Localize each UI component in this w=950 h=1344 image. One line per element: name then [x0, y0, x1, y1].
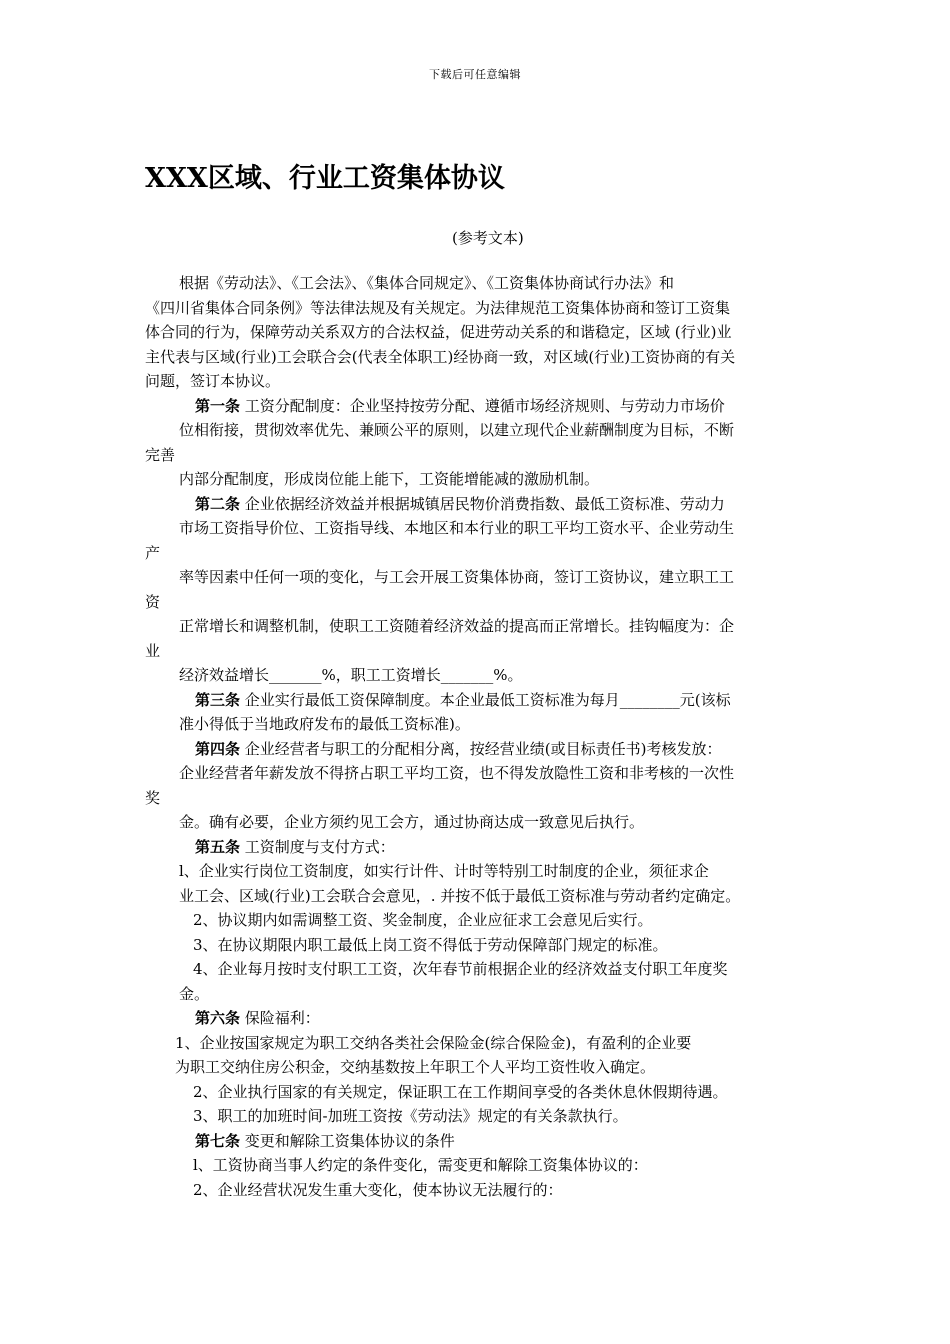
body-line: [145, 271, 810, 296]
line-text: 工资制度与支付方式：: [240, 837, 395, 856]
article-heading: 第五条: [195, 837, 241, 856]
body-line: [145, 492, 810, 517]
line-text: 为职工交纳住房公积金，交纳基数按上年职工个人平均工资性收入确定。: [175, 1058, 656, 1076]
body-line: [145, 394, 810, 419]
body-line: [145, 1031, 810, 1056]
line-text: 企业依据经济效益并根据城镇居民物价消费指数、最低工资标准、劳动力: [240, 494, 725, 513]
line-text: 企业实行最低工资保障制度。本企业最低工资标准为每月________元(该标: [240, 690, 731, 709]
body-line: [145, 565, 810, 590]
document-subtitle: (参考文本): [452, 229, 524, 247]
line-text: 3、在协议期限内职工最低上岗工资不得低于劳动保障部门规定的标准。: [193, 935, 668, 954]
line-text: 内部分配制度，形成岗位能上能下，工资能增能减的激励机制。: [179, 470, 600, 488]
body-line: [145, 1006, 810, 1031]
line-text: 完善: [145, 445, 176, 464]
line-text: 变更和解除工资集体协议的条件: [240, 1131, 455, 1150]
line-text: 问题，签订本协议。: [145, 372, 281, 390]
article-heading: 第六条: [195, 1009, 241, 1027]
line-text: 根据《劳动法》、《工会法》、《集体合同规定》、《工资集体协商试行办法》和: [179, 274, 675, 292]
line-text: 正常增长和调整机制，使职工工资随着经济效益的提高而正常增长。挂钩幅度为：企: [179, 617, 735, 635]
body-line: [145, 1129, 810, 1154]
body-line: [145, 1080, 810, 1105]
body-line: [145, 639, 810, 664]
body-line: [145, 1104, 810, 1129]
line-text: 2、企业经营状况发生重大变化，使本协议无法履行的：: [193, 1180, 563, 1199]
body-line: [145, 369, 810, 394]
line-text: 金。: [179, 984, 210, 1003]
body-line: [145, 614, 810, 639]
body-line: [145, 541, 810, 566]
body-line: [145, 835, 810, 860]
body-line: [145, 859, 810, 884]
line-text: 4、企业每月按时支付职工工资，次年春节前根据企业的经济效益支付职工年度奖: [193, 960, 728, 978]
page-header: 下载后可任意编辑: [429, 68, 521, 81]
line-text: 资: [145, 592, 161, 611]
line-text: 3、职工的加班时间-加班工资按《劳动法》规定的有关条款执行。: [193, 1107, 628, 1125]
line-text: 1、企业按国家规定为职工交纳各类社会保险金(综合保险金)，有盈利的企业要: [175, 1033, 692, 1052]
body-line: [145, 320, 810, 345]
line-text: 业: [145, 641, 161, 660]
body-line: [145, 418, 810, 443]
line-text: 准小得低于当地政府发布的最低工资标准)。: [179, 715, 470, 733]
body-line: [145, 1055, 810, 1080]
line-text: 率等因素中任何一项的变化，与工会开展工资集体协商，签订工资协议，建立职工工: [179, 568, 735, 586]
body-line: [145, 688, 810, 713]
line-text: 市场工资指导价位、工资指导线、本地区和本行业的职工平均工资水平、企业劳动生: [179, 519, 735, 537]
article-heading: 第二条: [195, 494, 241, 513]
body-line: [145, 296, 810, 321]
body-line: [145, 982, 810, 1007]
body-line: [145, 663, 810, 688]
body-line: [145, 1153, 810, 1178]
line-text: 2、企业执行国家的有关规定，保证职工在工作期间享受的各类休息休假期待遇。: [193, 1082, 728, 1101]
line-text: 位相衔接，贯彻效率优先、兼顾公平的原则，以建立现代企业薪酬制度为目标，不断: [179, 421, 735, 439]
line-text: l、企业实行岗位工资制度，如实行计件、计时等特别工时制度的企业，须征求企: [179, 862, 709, 880]
line-text: 业工会、区域(行业)工会联合会意见，. 并按不低于最低工资标准与劳动者约定确定。: [179, 886, 741, 905]
line-text: 保险福利：: [240, 1009, 320, 1027]
article-heading: 第四条: [195, 739, 241, 758]
body-line: [145, 957, 810, 982]
document-body: [145, 271, 810, 1202]
body-line: [145, 884, 810, 909]
body-line: [145, 761, 810, 786]
line-text: 主代表与区域(行业)工会联合会(代表全体职工)经协商一致，对区域(行业)工资协商的有关: [145, 347, 736, 366]
line-text: 《四川省集体合同条例》等法律法规及有关规定。为法律规范工资集体协商和签订工资集: [145, 298, 731, 317]
body-line: [145, 590, 810, 615]
line-text: 奖: [145, 788, 161, 807]
article-heading: 第七条: [195, 1131, 241, 1150]
line-text: 体合同的行为，保障劳动关系双方的合法权益，促进劳动关系的和谐稳定，区域 (行业)业: [145, 323, 732, 341]
body-line: [145, 737, 810, 762]
line-text: 企业经营者与职工的分配相分离，按经营业绩(或目标责任书)考核发放：: [240, 739, 722, 758]
body-line: [145, 933, 810, 958]
line-text: 企业经营者年薪发放不得挤占职工平均工资，也不得发放隐性工资和非考核的一次性: [179, 764, 735, 782]
article-heading: 第一条: [195, 396, 241, 415]
body-line: [145, 516, 810, 541]
body-line: [145, 1178, 810, 1203]
body-line: [145, 467, 810, 492]
body-line: [145, 443, 810, 468]
line-text: l、工资协商当事人约定的条件变化，需变更和解除工资集体协议的：: [193, 1156, 648, 1174]
body-line: [145, 712, 810, 737]
line-text: 经济效益增长_______%，职工工资增长_______%。: [179, 666, 523, 684]
article-heading: 第三条: [195, 690, 241, 709]
body-line: [145, 908, 810, 933]
body-line: [145, 810, 810, 835]
line-text: 工资分配制度：企业坚持按劳分配、遵循市场经济规则、与劳动力市场价: [240, 396, 725, 415]
line-text: 产: [145, 543, 161, 562]
body-line: [145, 345, 810, 370]
line-text: 2、协议期内如需调整工资、奖金制度，企业应征求工会意见后实行。: [193, 911, 653, 929]
line-text: 金。确有必要，企业方须约见工会方，通过协商达成一致意见后执行。: [179, 813, 645, 831]
document-title: XXX区域、行业工资集体协议: [145, 163, 505, 194]
body-line: [145, 786, 810, 811]
